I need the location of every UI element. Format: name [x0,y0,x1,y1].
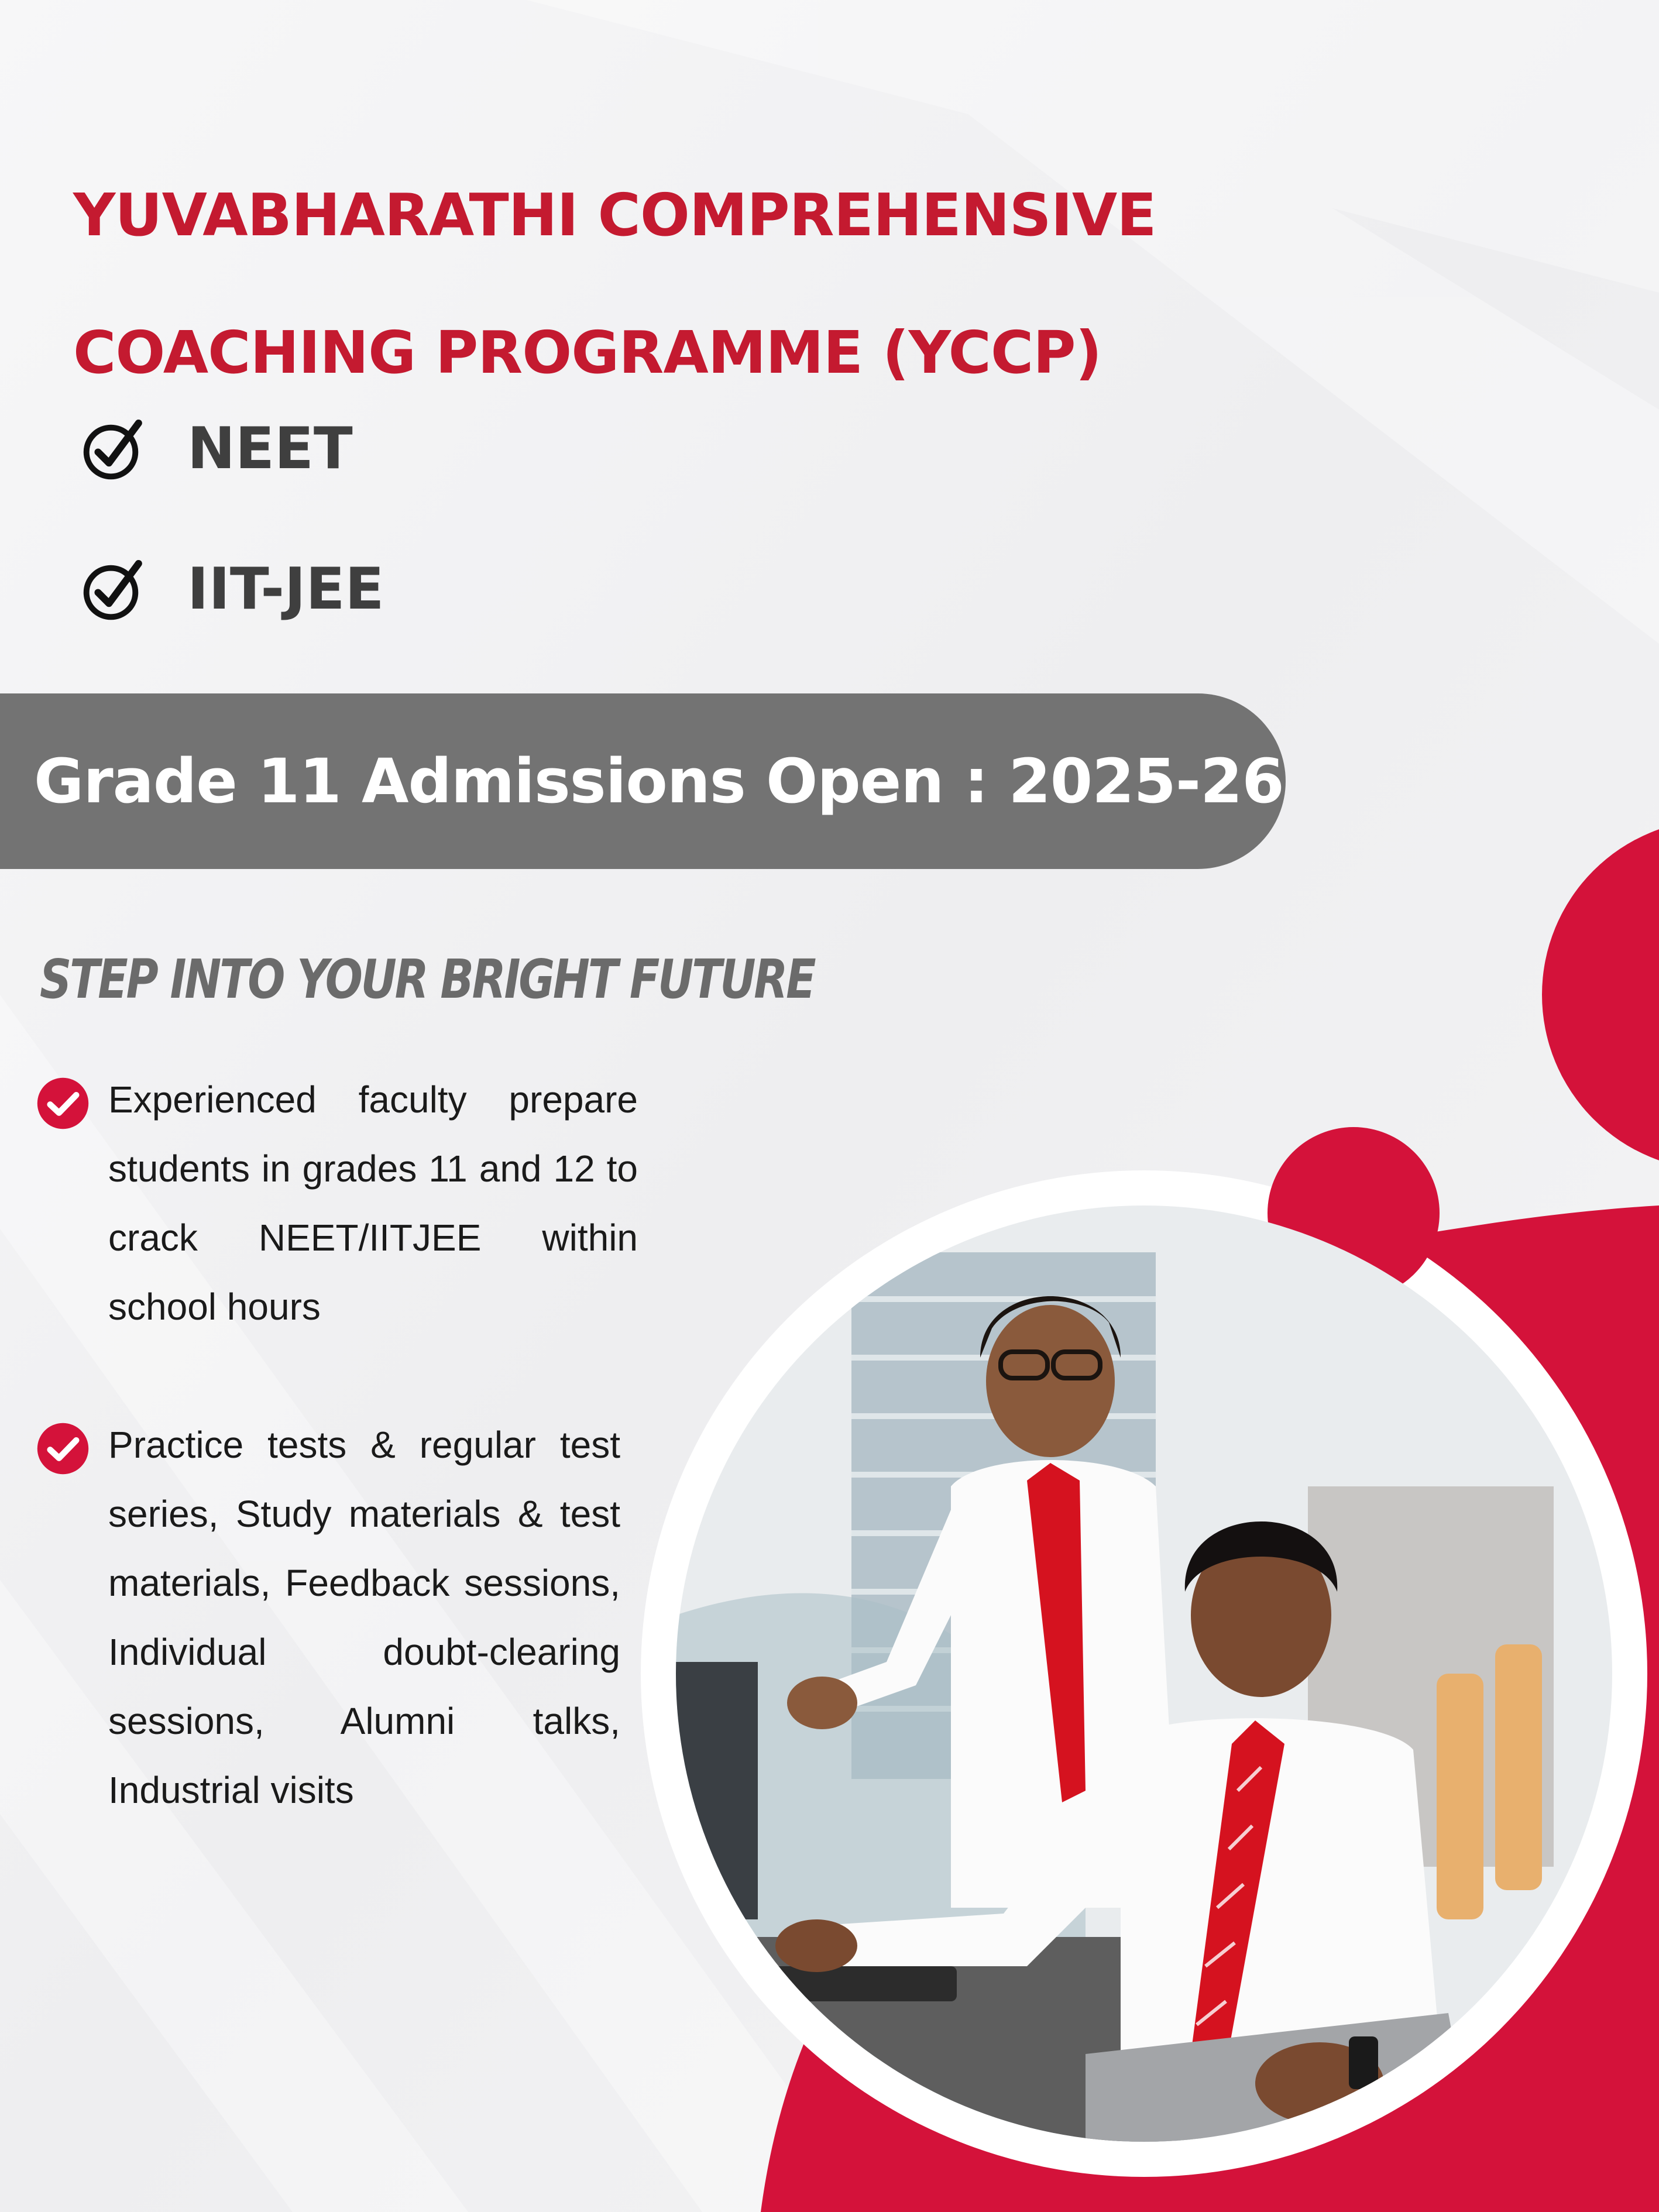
exam-label-iit-jee: IIT-JEE [187,556,384,623]
red-check-badge-icon [35,1421,91,1476]
exam-item-iit-jee [82,556,384,623]
tagline: STEP INTO YOUR BRIGHT FUTURE [40,948,815,1011]
feature-text: Practice tests & regular test series, Study materials & test materials, Feedback sessions, Individual doubt-clearing sessions, Alumni talks, Industrial visits [108,1424,620,1811]
exam-item-neet [82,415,353,482]
students-photo [676,1205,1612,2142]
programme-title-line1: YUVABHARATHI COMPREHENSIVE [73,181,1156,249]
exam-label-neet: NEET [187,415,353,482]
programme-title-line2: COACHING PROGRAMME (YCCP) [73,318,1102,387]
red-check-badge-icon [35,1076,91,1131]
feature-item [35,1410,620,1825]
check-circle-icon [82,417,146,481]
feature-item [35,1065,638,1341]
check-circle-icon [82,557,146,621]
feature-text: Experienced faculty prepare students in grades 11 and 12 to crack NEET/IITJEE within school hours [108,1078,638,1328]
programme-title [73,146,1244,421]
admissions-banner [0,693,1286,869]
admissions-banner-text: Grade 11 Admissions Open : 2025-26 [34,746,1284,817]
